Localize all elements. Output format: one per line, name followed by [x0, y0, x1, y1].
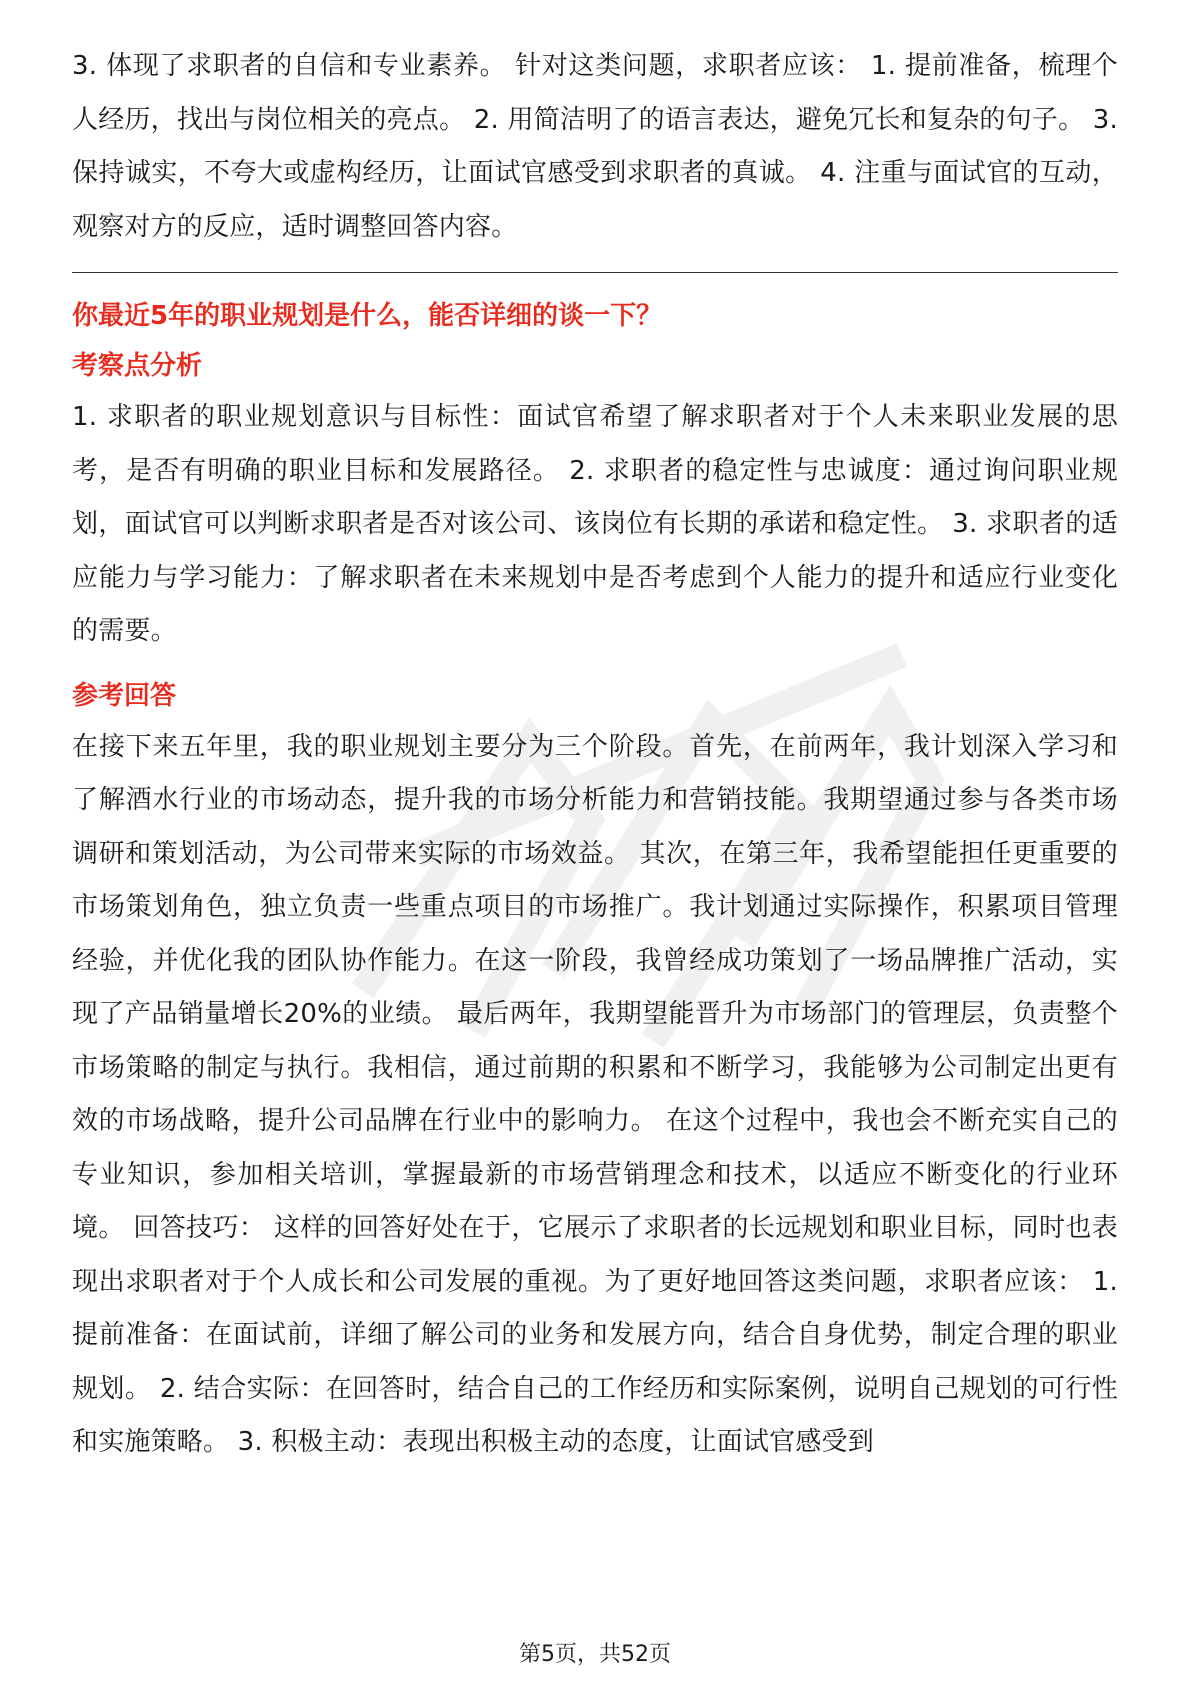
section-divider: [72, 272, 1118, 273]
analysis-paragraph: 1. 求职者的职业规划意识与目标性：面试官希望了解求职者对于个人未来职业发展的思考，是否有明确的职业目标和发展路径。 2. 求职者的稳定性与忠诚度：通过询问职业规划，面试官可以判断求职者是否对该公司、该岗位有长期的承诺和稳定性。 3. 求职者的适应能力与学习能力：了解求职者在未来规划中是否考虑到个人能力的提升和适应行业变化的需要。: [72, 402, 1118, 646]
intro-paragraph: 3. 体现了求职者的自信和专业素养。 针对这类问题，求职者应该： 1. 提前准备，梳理个人经历，找出与岗位相关的亮点。 2. 用简洁明了的语言表达，避免冗长和复杂的句子。 3. 保持诚实，不夸大或虚构经历，让面试官感受到求职者的真诚。 4. 注重与面试官的互动，观察对方的反应，适时调整回答内容。: [72, 51, 1118, 242]
answer-heading: 参考回答: [72, 680, 177, 711]
document-page: [72, 40, 1118, 1470]
page-number-footer: 第5页，共52页: [519, 1642, 671, 1667]
answer-paragraph: 在接下来五年里，我的职业规划主要分为三个阶段。首先，在前两年，我计划深入学习和了解酒水行业的市场动态，提升我的市场分析能力和营销技能。我期望通过参与各类市场调研和策划活动，为公司带来实际的市场效益。 其次，在第三年，我希望能担任更重要的市场策划角色，独立负责一些重点项目的市场推广。我计划通过实际操作，积累项目管理经验，并优化我的团队协作能力。在这一阶段，我曾经成功策划了一场品牌推广活动，实现了产品销量增长20%的业绩。 最后两年，我期望能晋升为市场部门的管理层，负责整个市场策略的制定与执行。我相信，通过前期的积累和不断学习，我能够为公司制定出更有效的市场战略，提升公司品牌在行业中的影响力。 在这个过程中，我也会不断充实自己的专业知识，参加相关培训，掌握最新的市场营销理念和技术，以适应不断变化的行业环境。 回答技巧： 这样的回答好处在于，它展示了求职者的长远规划和职业目标，同时也表现出求职者对于个人成长和公司发展的重视。为了更好地回答这类问题，求职者应该： 1. 提前准备：在面试前，详细了解公司的业务和发展方向，结合自身优势，制定合理的职业规划。 2. 结合实际：在回答时，结合自己的工作经历和实际案例，说明自己规划的可行性和实施策略。 3. 积极主动：表现出积极主动的态度，让面试官感受到: [72, 731, 1118, 1457]
section-gap: [72, 659, 1118, 671]
analysis-heading: 考察点分析: [72, 351, 203, 381]
interview-question: 你最近5年的职业规划是什么，能否详细的谈一下？: [72, 301, 663, 331]
